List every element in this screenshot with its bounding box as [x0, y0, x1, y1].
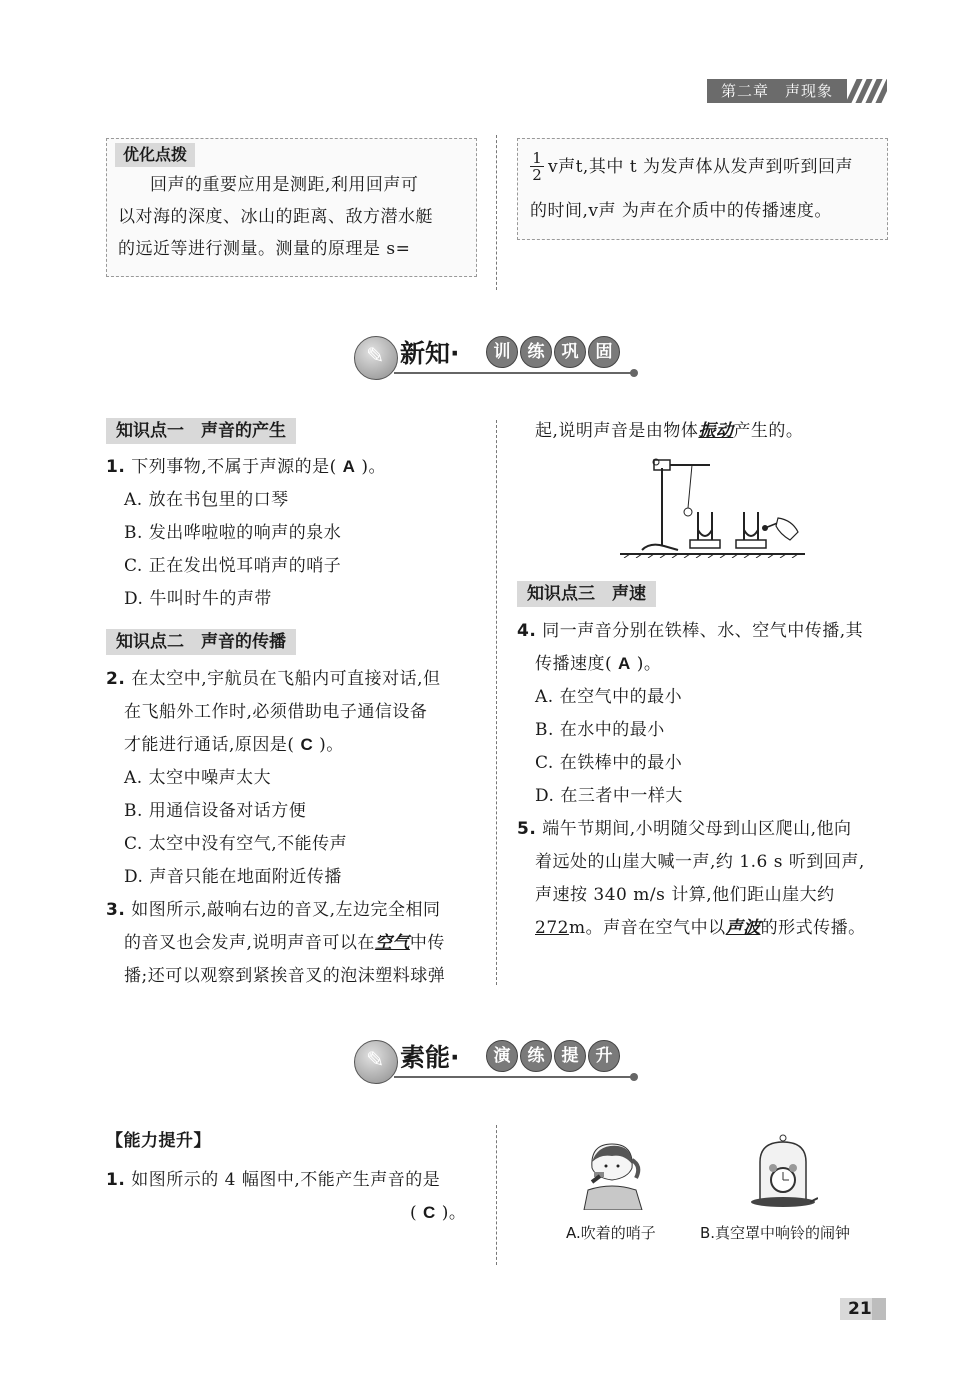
section-banner-competence [354, 1032, 644, 1088]
question-2-line [106, 668, 441, 690]
banner-char: 练 [520, 336, 552, 368]
question-text: 的形式传播。 [760, 918, 866, 938]
answer-blank: 振动 [698, 421, 734, 441]
tip-line: 的远近等进行测量。测量的原理是 s= [118, 239, 411, 259]
ability-answer-line [410, 1202, 466, 1224]
pencil-icon: ✎ [354, 336, 398, 380]
answer-blank: 空气 [374, 933, 410, 953]
question-text: 在太空中,宇航员在飞船内可直接对话,但 [131, 669, 441, 689]
fraction [530, 150, 544, 183]
question-text: 声速按 340 m/s 计算,他们距山崖大约 [535, 885, 835, 905]
question-text: 如图所示,敲响右边的音叉,左边完全相同 [131, 900, 441, 920]
question-text: )。 [319, 735, 344, 755]
chapter-tag [707, 79, 887, 103]
banner-char: 训 [486, 336, 518, 368]
question-text: ( [410, 1203, 418, 1223]
knowledge-point-3: 知识点三 声速 [517, 581, 656, 607]
column-divider [496, 420, 497, 985]
question-number: 1. [106, 1170, 126, 1190]
question-text: 的音叉也会发声,说明声音可以在 [124, 933, 375, 953]
tip-line: v声t,其中 t 为发声体从发声到听到回声 [548, 157, 853, 177]
question-text: )。 [361, 457, 386, 477]
question-4-line [535, 653, 661, 675]
question-2-line [124, 734, 344, 756]
banner-char: 演 [486, 1040, 518, 1072]
ability-title: 【能力提升】 [106, 1131, 211, 1151]
option: A. 放在书包里的口琴 [124, 490, 289, 510]
answer-choice: C [423, 1203, 436, 1222]
page-number-text: 21 [848, 1299, 872, 1319]
banner-char: 练 [520, 1040, 552, 1072]
option: B. 发出哗啦啦的响声的泉水 [124, 523, 342, 543]
question-text: 下列事物,不属于声源的是( [131, 457, 337, 477]
page-number [840, 1298, 886, 1320]
question-text: 传播速度( [535, 654, 613, 674]
page-number-shade [872, 1298, 886, 1320]
tuning-fork-illustration [620, 450, 810, 558]
question-5-line [517, 818, 852, 840]
question-3-line [106, 899, 441, 921]
banner-underline [394, 1076, 634, 1078]
option: B. 用通信设备对话方便 [124, 801, 307, 821]
ability-question-line [106, 1169, 440, 1191]
option: D. 声音只能在地面附近传播 [124, 867, 342, 887]
banner-subtitle [486, 336, 622, 368]
question-text: 如图所示的 4 幅图中,不能产生声音的是 [131, 1170, 441, 1190]
option: C. 太空中没有空气,不能传声 [124, 834, 348, 854]
tip-line: 的时间,v声 为声在介质中的传播速度。 [530, 201, 832, 221]
answer-choice: A [342, 457, 356, 476]
option: A. 在空气中的最小 [535, 687, 683, 707]
section-banner-new-knowledge [354, 328, 644, 384]
option: D. 牛叫时牛的声带 [124, 589, 272, 609]
question-text: 才能进行通话,原因是( [124, 735, 295, 755]
column-divider [496, 1125, 497, 1265]
banner-char: 升 [588, 1040, 620, 1072]
banner-char: 提 [554, 1040, 586, 1072]
question-1-stem [106, 456, 386, 478]
bell-jar-clock-illustration [748, 1132, 818, 1212]
knowledge-point-2: 知识点二 声音的传播 [106, 629, 296, 655]
tip-box-right [517, 138, 888, 240]
knowledge-point-1: 知识点一 声音的产生 [106, 418, 296, 444]
banner-dot [630, 369, 638, 377]
question-3-line [124, 932, 445, 954]
question-text: 着远处的山崖大喊一声,约 1.6 s 听到回声, [535, 852, 865, 872]
question-text: 同一声音分别在铁棒、水、空气中传播,其 [542, 621, 864, 641]
question-number: 4. [517, 621, 537, 641]
question-4-line [517, 620, 863, 642]
tip-line: 回声的重要应用是测距,利用回声可 [150, 175, 419, 195]
option: D. 在三者中一样大 [535, 786, 683, 806]
pencil-icon: ✎ [354, 1040, 398, 1084]
question-text: 播;还可以观察到紧挨音叉的泡沫塑料球弹 [124, 966, 446, 986]
question-text: m。声音在空气中以 [568, 918, 726, 938]
banner-title: 新知· [400, 339, 460, 368]
question-text: 在飞船外工作时,必须借助电子通信设备 [124, 702, 428, 722]
stripe-decoration [847, 79, 887, 103]
answer-blank: 272 [535, 918, 569, 938]
tip-title: 优化点拨 [115, 143, 195, 167]
option: A. 太空中噪声太大 [124, 768, 272, 788]
girl-whistle-illustration [578, 1138, 648, 1210]
answer-choice: A [618, 654, 631, 673]
question-number: 3. [106, 900, 126, 920]
fraction-denominator: 2 [532, 166, 542, 184]
fraction-numerator: 1 [530, 150, 544, 167]
option: C. 正在发出悦耳哨声的哨子 [124, 556, 342, 576]
answer-blank: 声波 [725, 918, 761, 938]
question-text: )。 [636, 654, 662, 674]
banner-char: 巩 [554, 336, 586, 368]
banner-underline [394, 372, 634, 374]
option: B. 在水中的最小 [535, 720, 665, 740]
question-number: 2. [106, 669, 126, 689]
question-text: )。 [441, 1203, 467, 1223]
question-text: 中传 [409, 933, 445, 953]
tip-line: 以对海的深度、冰山的距离、敌方潜水艇 [118, 207, 433, 227]
caption-a: A.吹着的哨子 [566, 1224, 656, 1242]
question-text: 起,说明声音是由物体 [535, 421, 699, 441]
chapter-title: 第二章 声现象 [721, 82, 834, 100]
question-5-line [535, 917, 866, 939]
question-text: 产生的。 [733, 421, 804, 441]
banner-subtitle [486, 1040, 622, 1072]
question-number: 1. [106, 457, 126, 477]
banner-char: 固 [588, 336, 620, 368]
question-number: 5. [517, 819, 537, 839]
question-text: 端午节期间,小明随父母到山区爬山,他向 [542, 819, 852, 839]
banner-dot [630, 1073, 638, 1081]
banner-title: 素能· [400, 1043, 460, 1072]
question-3-line [535, 420, 803, 442]
answer-choice: C [300, 735, 314, 754]
column-divider [496, 135, 497, 290]
caption-b: B.真空罩中响铃的闹钟 [700, 1224, 851, 1242]
option: C. 在铁棒中的最小 [535, 753, 683, 773]
